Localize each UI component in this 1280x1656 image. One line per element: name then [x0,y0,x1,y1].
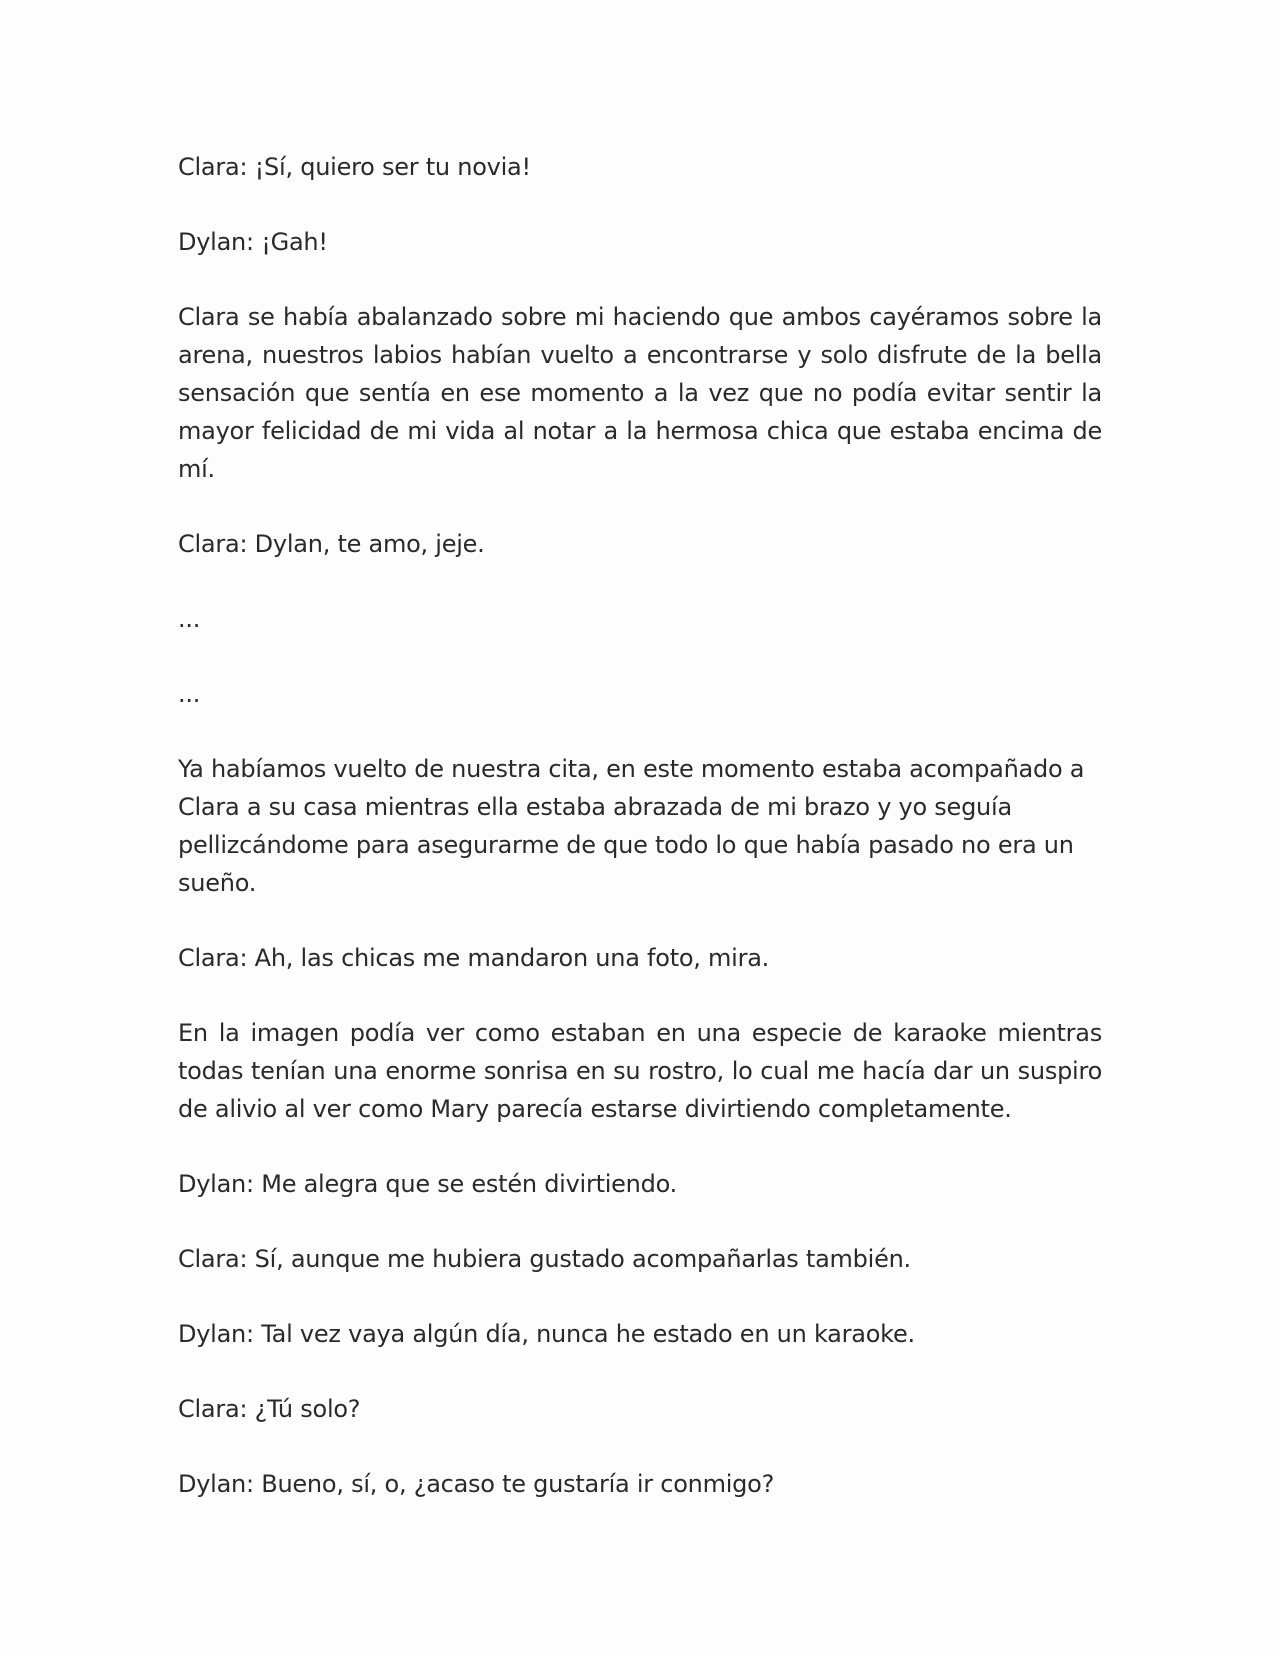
paragraph: Dylan: Bueno, sí, o, ¿acaso te gustaría ir conmigo? [178,1470,775,1498]
document-page [178,148,1102,1540]
paragraph: Clara: Ah, las chicas me mandaron una foto, mira. [178,944,770,972]
paragraph: Ya habíamos vuelto de nuestra cita, en este momento estaba acompañado a Clara a su casa mientras ella estaba abrazada de mi brazo y yo seguía pellizcándome para asegurarme de que todo lo que había pasado no era un sueño. [178,755,1085,897]
paragraph: ... [178,605,201,633]
paragraph: Dylan: Me alegra que se estén divirtiendo. [178,1170,678,1198]
paragraph: Dylan: ¡Gah! [178,228,328,256]
paragraph: Clara se había abalanzado sobre mi haciendo que ambos cayéramos sobre la arena, nuestros labios habían vuelto a encontrarse y solo disfrute de la bella sensación que sentía en ese momento a la vez que no podía evitar sentir la mayor felicidad de mi vida al notar a la hermosa chica que estaba encima de mí. [178,303,1102,483]
paragraph: Dylan: Tal vez vaya algún día, nunca he estado en un karaoke. [178,1320,915,1348]
paragraph: Clara: Dylan, te amo, jeje. [178,530,485,558]
paragraph: En la imagen podía ver como estaban en una especie de karaoke mientras todas tenían una enorme sonrisa en su rostro, lo cual me hacía dar un suspiro de alivio al ver como Mary parecía estarse divirtiendo completamente. [178,1019,1102,1123]
paragraph: Clara: ¡Sí, quiero ser tu novia! [178,153,531,181]
paragraph: Clara: ¿Tú solo? [178,1395,361,1423]
paragraph: ... [178,680,201,708]
paragraph: Clara: Sí, aunque me hubiera gustado acompañarlas también. [178,1245,911,1273]
